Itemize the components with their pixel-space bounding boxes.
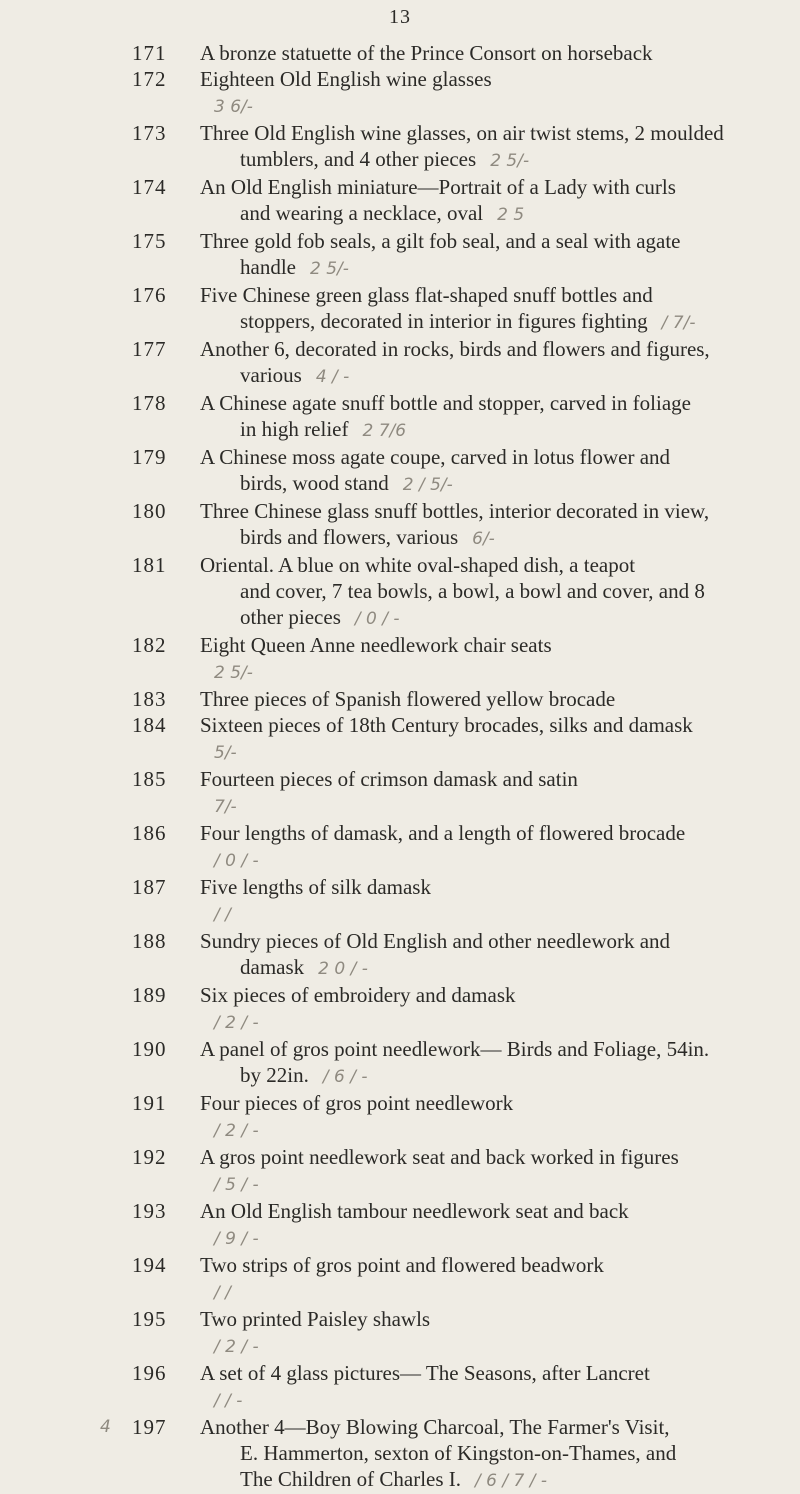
handwritten-price: / 9 / -	[214, 1229, 259, 1249]
lot-entry	[0, 498, 800, 552]
lot-entry	[0, 1306, 800, 1360]
lot-number: 191	[132, 1091, 167, 1115]
lot-description-line: by 22in. / 6 / -	[240, 1063, 368, 1087]
lot-description-line: in high relief 2 7/6	[240, 417, 407, 441]
lot-entry	[0, 1252, 800, 1306]
lot-number: 190	[132, 1037, 167, 1061]
handwritten-price: / 2 / -	[214, 1337, 259, 1357]
lot-description-line: birds and flowers, various 6/-	[240, 525, 495, 549]
margin-mark: 4	[100, 1417, 111, 1437]
lot-entry	[0, 282, 800, 336]
lot-description	[200, 1198, 790, 1252]
lot-entry	[0, 390, 800, 444]
lot-entry	[0, 552, 800, 632]
handwritten-price: / 2 / -	[214, 1013, 259, 1033]
lot-description	[200, 174, 790, 228]
lot-entry	[0, 228, 800, 282]
lot-number: 192	[132, 1145, 167, 1169]
handwritten-price: / 6 / 7 / -	[475, 1471, 547, 1491]
lot-entry	[0, 928, 800, 982]
handwritten-price: 2 5	[497, 205, 525, 225]
lot-number: 177	[132, 337, 167, 361]
handwritten-price: 2 0 / -	[318, 959, 368, 979]
handwritten-price: 6/-	[472, 529, 495, 549]
lot-description-line: various 4 / -	[240, 363, 350, 387]
lot-number: 188	[132, 929, 167, 953]
lot-number: 175	[132, 229, 167, 253]
lot-description-line: Two printed Paisley shawls	[200, 1307, 431, 1331]
handwritten-price: / 6 / -	[322, 1067, 368, 1087]
lot-description	[200, 712, 790, 766]
lot-number: 185	[132, 767, 167, 791]
lot-description	[200, 686, 790, 712]
lot-number: 183	[132, 687, 167, 711]
lot-description-line: Another 4—Boy Blowing Charcoal, The Farmer's Visit,	[200, 1415, 670, 1439]
lot-description	[200, 444, 790, 498]
lot-description-line: Oriental. A blue on white oval-shaped dish, a teapot	[200, 553, 636, 577]
lot-description	[200, 282, 790, 336]
lot-number: 171	[132, 41, 167, 65]
lot-entry	[0, 1036, 800, 1090]
handwritten-price: / /	[214, 905, 231, 925]
lot-description-line: Sixteen pieces of 18th Century brocades, silks and damask	[200, 713, 693, 737]
lot-number: 176	[132, 283, 167, 307]
lot-description-line: Three Chinese glass snuff bottles, interior decorated in view,	[200, 499, 710, 523]
lot-description-line: and cover, 7 tea bowls, a bowl, a bowl and cover, and 8	[240, 579, 705, 603]
lot-description-line: Five lengths of silk damask	[200, 875, 431, 899]
lot-description-line: Sundry pieces of Old English and other needlework and	[200, 929, 671, 953]
lot-description-line: stoppers, decorated in interior in figures fighting / 7/-	[240, 309, 696, 333]
handwritten-price: 3 6/-	[214, 97, 253, 117]
lot-entry	[0, 1414, 800, 1494]
lot-description-line: Three pieces of Spanish flowered yellow brocade	[200, 687, 616, 711]
lot-number: 193	[132, 1199, 167, 1223]
lot-description-line: Three Old English wine glasses, on air twist stems, 2 moulded	[200, 121, 724, 145]
lot-description-line: Eight Queen Anne needlework chair seats	[200, 633, 552, 657]
lot-entry	[0, 1198, 800, 1252]
lot-description-line: E. Hammerton, sexton of Kingston-on-Thames, and	[240, 1441, 677, 1465]
lot-description-line: A Chinese agate snuff bottle and stopper, carved in foliage	[200, 391, 691, 415]
lot-description	[200, 1252, 790, 1306]
lot-description-line: The Children of Charles I. / 6 / 7 / -	[240, 1467, 547, 1491]
lot-description	[200, 982, 790, 1036]
lot-entry	[0, 1144, 800, 1198]
lot-description	[200, 66, 790, 120]
lot-description	[200, 874, 790, 928]
lot-description	[200, 1306, 790, 1360]
handwritten-price: / 0 / -	[354, 609, 400, 629]
lot-description	[200, 766, 790, 820]
lot-description	[200, 1036, 790, 1090]
lot-number: 194	[132, 1253, 167, 1277]
lot-description-line: tumblers, and 4 other pieces 2 5/-	[240, 147, 530, 171]
lot-description	[200, 552, 790, 632]
lot-description-line: An Old English miniature—Portrait of a Lady with curls	[200, 175, 676, 199]
lot-number: 195	[132, 1307, 167, 1331]
page-number: 13	[389, 6, 411, 28]
lot-number: 197	[132, 1415, 167, 1439]
lot-description	[200, 1144, 790, 1198]
lot-description	[200, 632, 790, 686]
lot-description	[200, 1360, 790, 1414]
lot-description-line: A gros point needlework seat and back worked in figures	[200, 1145, 679, 1169]
handwritten-price: 2 / 5/-	[402, 475, 453, 495]
lot-entry	[0, 686, 800, 712]
handwritten-price: 2 5/-	[309, 259, 349, 279]
lot-description-line: handle 2 5/-	[240, 255, 349, 279]
lot-description	[200, 928, 790, 982]
lot-description-line: A Chinese moss agate coupe, carved in lotus flower and	[200, 445, 671, 469]
lot-entry	[0, 336, 800, 390]
lot-description-line: and wearing a necklace, oval 2 5	[240, 201, 525, 225]
lot-description-line: Four pieces of gros point needlework	[200, 1091, 514, 1115]
lot-description-line: Two strips of gros point and flowered beadwork	[200, 1253, 604, 1277]
handwritten-price: / /	[214, 1283, 231, 1303]
lot-description-line: A panel of gros point needlework— Birds and Foliage, 54in.	[200, 1037, 710, 1061]
lot-number: 172	[132, 67, 167, 91]
lot-description	[200, 120, 790, 174]
handwritten-price: 7/-	[214, 797, 237, 817]
lot-number: 178	[132, 391, 167, 415]
lot-number: 174	[132, 175, 167, 199]
lot-number: 173	[132, 121, 167, 145]
handwritten-price: / 5 / -	[214, 1175, 259, 1195]
lot-number: 187	[132, 875, 167, 899]
lot-description-line: A bronze statuette of the Prince Consort on horseback	[200, 41, 653, 65]
lot-description	[200, 1090, 790, 1144]
lot-number: 179	[132, 445, 167, 469]
handwritten-price: 2 5/-	[214, 663, 253, 683]
lot-entry	[0, 1360, 800, 1414]
handwritten-price: 5/-	[214, 743, 237, 763]
lot-description	[200, 498, 790, 552]
lot-entry	[0, 444, 800, 498]
lot-number: 182	[132, 633, 167, 657]
handwritten-price: 2 5/-	[490, 151, 530, 171]
lot-description-line: Five Chinese green glass flat-shaped snuff bottles and	[200, 283, 653, 307]
lot-description-line: other pieces / 0 / -	[240, 605, 400, 629]
lot-list	[0, 40, 800, 1494]
handwritten-price: 4 / -	[315, 367, 350, 387]
lot-description-line: Fourteen pieces of crimson damask and satin	[200, 767, 578, 791]
lot-entry	[0, 982, 800, 1036]
lot-entry	[0, 874, 800, 928]
handwritten-price: / 0 / -	[214, 851, 259, 871]
lot-entry	[0, 174, 800, 228]
lot-entry	[0, 632, 800, 686]
lot-number: 184	[132, 713, 167, 737]
lot-description	[200, 820, 790, 874]
lot-number: 180	[132, 499, 167, 523]
lot-entry	[0, 120, 800, 174]
lot-description-line: Eighteen Old English wine glasses	[200, 67, 492, 91]
lot-number: 196	[132, 1361, 167, 1385]
lot-entry	[0, 40, 800, 66]
lot-description	[200, 336, 790, 390]
handwritten-price: / / -	[214, 1391, 243, 1411]
lot-entry	[0, 820, 800, 874]
lot-description-line: Three gold fob seals, a gilt fob seal, and a seal with agate	[200, 229, 681, 253]
lot-entry	[0, 712, 800, 766]
lot-description	[200, 40, 790, 66]
lot-description	[200, 390, 790, 444]
lot-description-line: Another 6, decorated in rocks, birds and flowers and figures,	[200, 337, 710, 361]
lot-description	[200, 228, 790, 282]
handwritten-price: 2 7/6	[362, 421, 407, 441]
lot-description-line: birds, wood stand 2 / 5/-	[240, 471, 453, 495]
lot-description-line: An Old English tambour needlework seat and back	[200, 1199, 629, 1223]
lot-number: 186	[132, 821, 167, 845]
lot-description-line: A set of 4 glass pictures— The Seasons, after Lancret	[200, 1361, 650, 1385]
lot-description	[200, 1414, 790, 1494]
handwritten-price: / 2 / -	[214, 1121, 259, 1141]
lot-description-line: damask 2 0 / -	[240, 955, 368, 979]
lot-number: 189	[132, 983, 167, 1007]
lot-number: 181	[132, 553, 167, 577]
lot-entry	[0, 1090, 800, 1144]
lot-entry	[0, 766, 800, 820]
handwritten-price: / 7/-	[661, 313, 696, 333]
lot-description-line: Four lengths of damask, and a length of flowered brocade	[200, 821, 686, 845]
lot-description-line: Six pieces of embroidery and damask	[200, 983, 516, 1007]
lot-entry	[0, 66, 800, 120]
